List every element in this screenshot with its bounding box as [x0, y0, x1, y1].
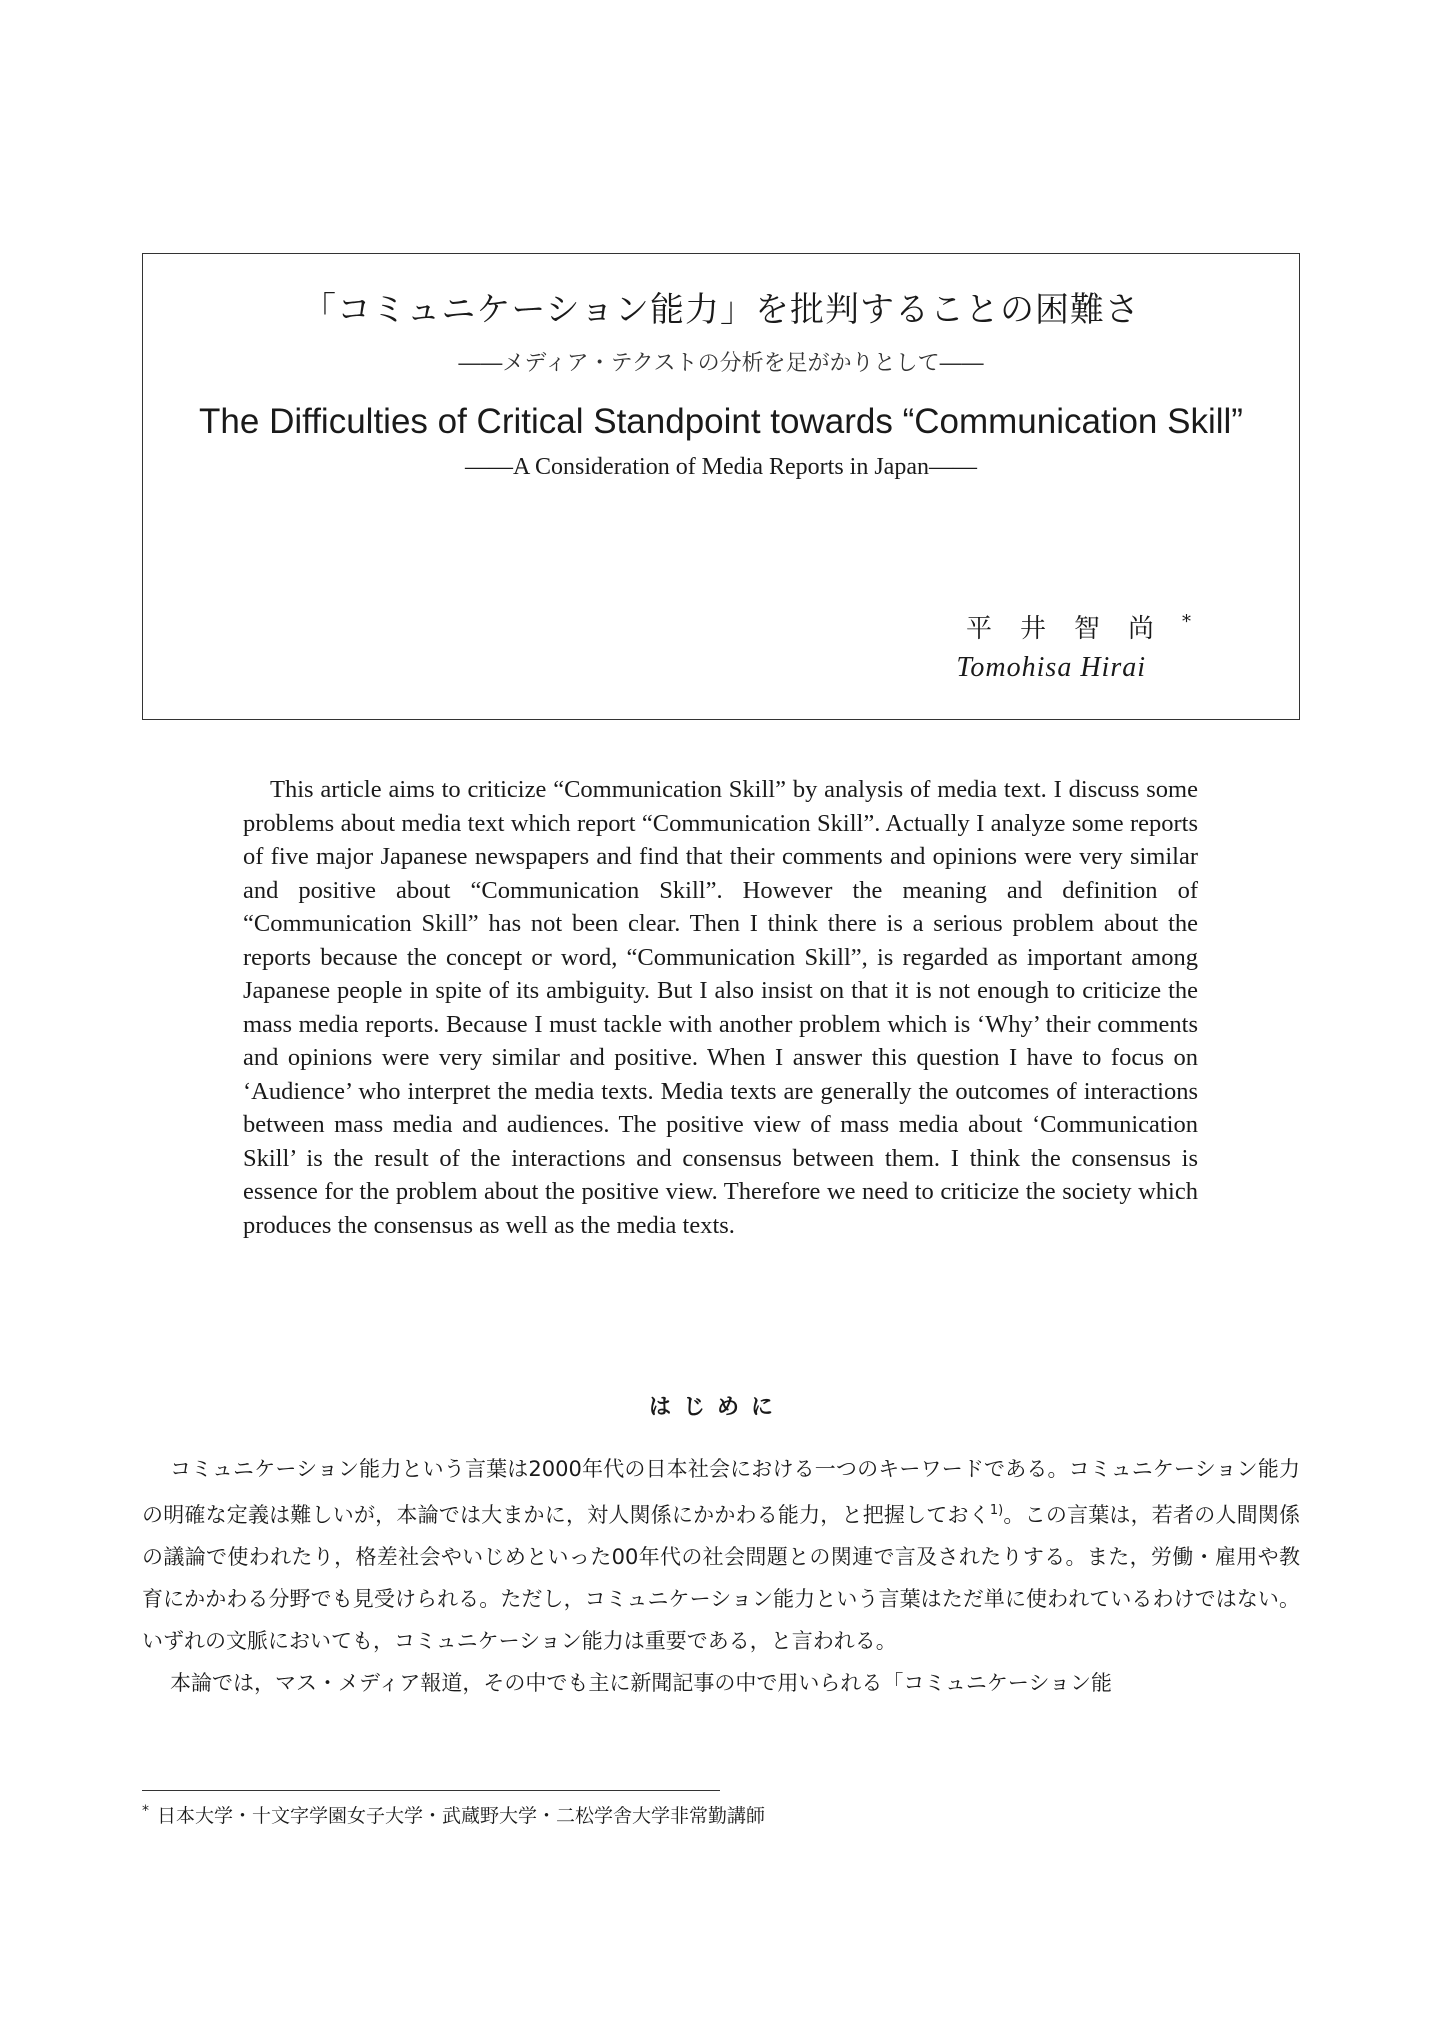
english-title: The Difficulties of Critical Standpoint towards “Communication Skill” — [199, 402, 1243, 441]
title-box — [142, 253, 1300, 720]
footnote-text: 日本大学・十文字学園女子大学・武蔵野大学・二松学舎大学非常勤講師 — [157, 1805, 766, 1827]
introduction-body — [142, 1448, 1300, 1704]
japanese-subtitle: ――メディア・テクストの分析を足がかりとして―― — [458, 351, 984, 376]
footnote-mark: * — [142, 1802, 149, 1819]
author-footnote-mark: * — [1182, 611, 1191, 633]
footnote-reference[interactable]: 1) — [989, 1503, 1004, 1518]
abstract: This article aims to criticize “Communication Skill” by analysis of media text. I discuss some problems about media text which report “Communication Skill”. Actually I analyze some reports of five major Japanese newspapers and find that their comments and opinions were very similar and positive about “Communication Skill”. However the meaning and definition of “Communication Skill” has not been clear. Then I think there is a serious problem about the reports because the concept or word, “Communication Skill”, is regarded as important among Japanese people in spite of its ambiguity. But I also insist on that it is not enough to criticize the mass media reports. Because I must tackle with another problem which is ‘Why’ their comments and opinions were very similar and positive. When I answer this question I have to focus on ‘Audience’ who interpret the media texts. Media texts are generally the outcomes of interactions between mass media and audiences. The positive view of mass media about ‘Communication Skill’ is the result of the interactions and consensus between them. I think the consensus is essence for the problem about the positive view. Therefore we need to criticize the society which produces the consensus as well as the media texts. — [243, 776, 1198, 1239]
section-heading-introduction: はじめに — [648, 1395, 785, 1420]
japanese-title: 「コミュニケーション能力」を批判することの困難さ — [302, 290, 1140, 330]
author-english: Tomohisa Hirai — [956, 652, 1146, 683]
footnote — [142, 1801, 765, 1828]
paragraph — [142, 1448, 1300, 1662]
author-japanese-name: 平井智尚 — [965, 614, 1182, 644]
paragraph-text: コミュニケーション能力という言葉は2000年代の日本社会における一つのキーワードである。コミュニケーション能力の明確な定義は難しいが，本論では大まかに，対人関係にかかわる能力，と把握しておく — [142, 1457, 1300, 1527]
english-subtitle: ――A Consideration of Media Reports in Japan―― — [465, 454, 977, 480]
footnote-divider — [142, 1790, 720, 1791]
paragraph: 本論では，マス・メディア報道，その中でも主に新聞記事の中で用いられる「コミュニケーション能 — [170, 1671, 1113, 1695]
author-japanese — [966, 608, 1191, 645]
paragraph-text: 。この言葉は，若者の人間関係の議論で使われたり，格差社会やいじめといった00年代の社会問題との関連で言及されたりする。また，労働・雇用や教育にかかわる分野でも見受けられる。ただし，コミュニケーション能力という言葉はただ単に使われているわけではない。いずれの文脈においても，コミュニケーション能力は重要である，と言われる。 — [142, 1503, 1300, 1653]
